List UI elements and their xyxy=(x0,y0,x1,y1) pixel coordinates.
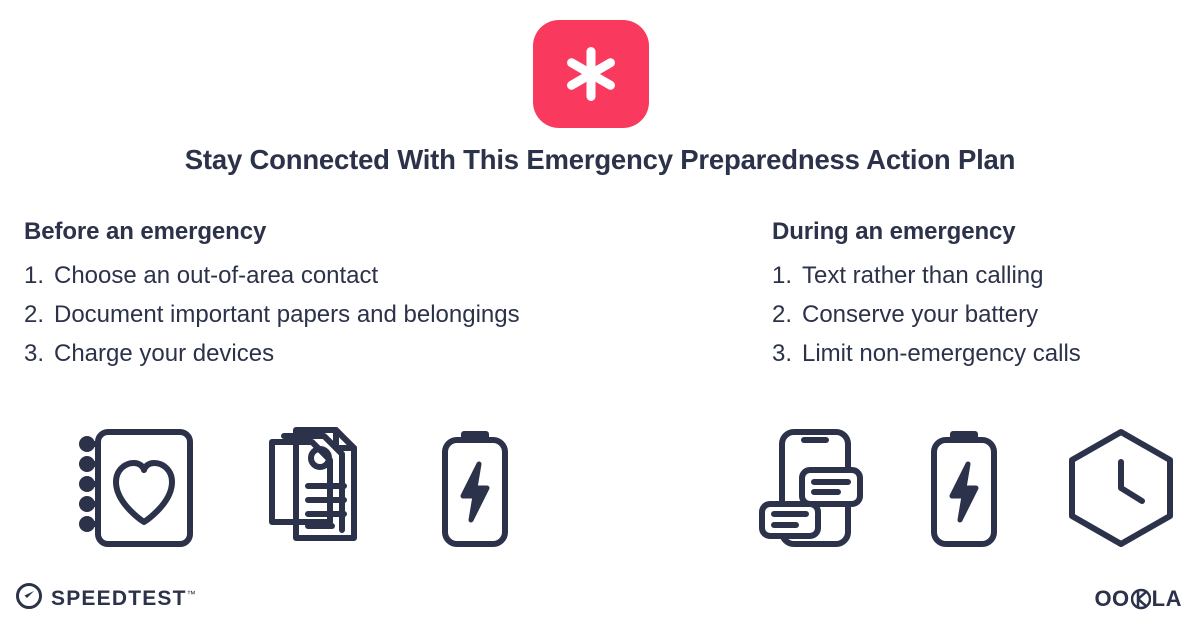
speedtest-wordmark: SPEEDTEST™ xyxy=(51,586,196,610)
list-item-number: 3. xyxy=(772,340,793,367)
list-item xyxy=(772,256,1192,295)
asterisk-icon xyxy=(562,45,620,103)
list-item-number: 2. xyxy=(24,301,45,328)
list-item xyxy=(24,334,744,373)
list-item-label: Choose an out-of-area contact xyxy=(54,262,379,289)
list-item-number: 3. xyxy=(24,340,45,367)
ookla-k-icon xyxy=(1131,588,1151,610)
icon-cell xyxy=(756,418,866,558)
column-during-emergency xyxy=(772,218,1192,373)
column-heading: During an emergency xyxy=(772,218,1016,245)
battery-charging-icon xyxy=(437,426,513,550)
hexagon-clock-icon xyxy=(1062,427,1180,549)
list-item xyxy=(24,256,744,295)
list-during-emergency xyxy=(772,256,1192,373)
icon-cell xyxy=(926,418,1002,558)
list-item-label: Document important papers and belongings xyxy=(54,301,520,328)
trademark-symbol: ™ xyxy=(186,588,196,599)
list-item-label: Conserve your battery xyxy=(802,301,1039,328)
list-item-number: 1. xyxy=(24,262,45,289)
battery-charging-icon xyxy=(926,426,1002,550)
icon-row-during-emergency xyxy=(756,418,1176,558)
list-item-label: Text rather than calling xyxy=(802,262,1044,289)
icon-row-before-emergency xyxy=(78,418,518,558)
notebook-heart-icon xyxy=(78,426,196,550)
list-item-number: 2. xyxy=(772,301,793,328)
phone-message-icon xyxy=(756,426,866,550)
list-item xyxy=(772,334,1192,373)
documents-stack-icon xyxy=(254,426,374,550)
list-item xyxy=(772,295,1192,334)
speedtest-gauge-icon xyxy=(16,583,42,614)
page-title: Stay Connected With This Emergency Preparedness Action Plan xyxy=(184,144,1016,175)
icon-cell xyxy=(1062,418,1180,558)
icon-cell xyxy=(254,418,374,558)
speedtest-badge xyxy=(533,20,649,128)
ookla-footer-logo xyxy=(1094,586,1182,612)
column-heading: Before an emergency xyxy=(24,218,267,245)
speedtest-footer-logo xyxy=(16,583,196,614)
column-before-emergency xyxy=(24,218,744,373)
list-before-emergency xyxy=(24,256,744,373)
list-item-label: Limit non-emergency calls xyxy=(802,340,1081,367)
ookla-wordmark: OO LA xyxy=(1094,586,1182,611)
icon-cell xyxy=(78,418,196,558)
list-item-number: 1. xyxy=(772,262,793,289)
list-item xyxy=(24,295,744,334)
icon-cell xyxy=(432,418,518,558)
list-item-label: Charge your devices xyxy=(54,340,275,367)
